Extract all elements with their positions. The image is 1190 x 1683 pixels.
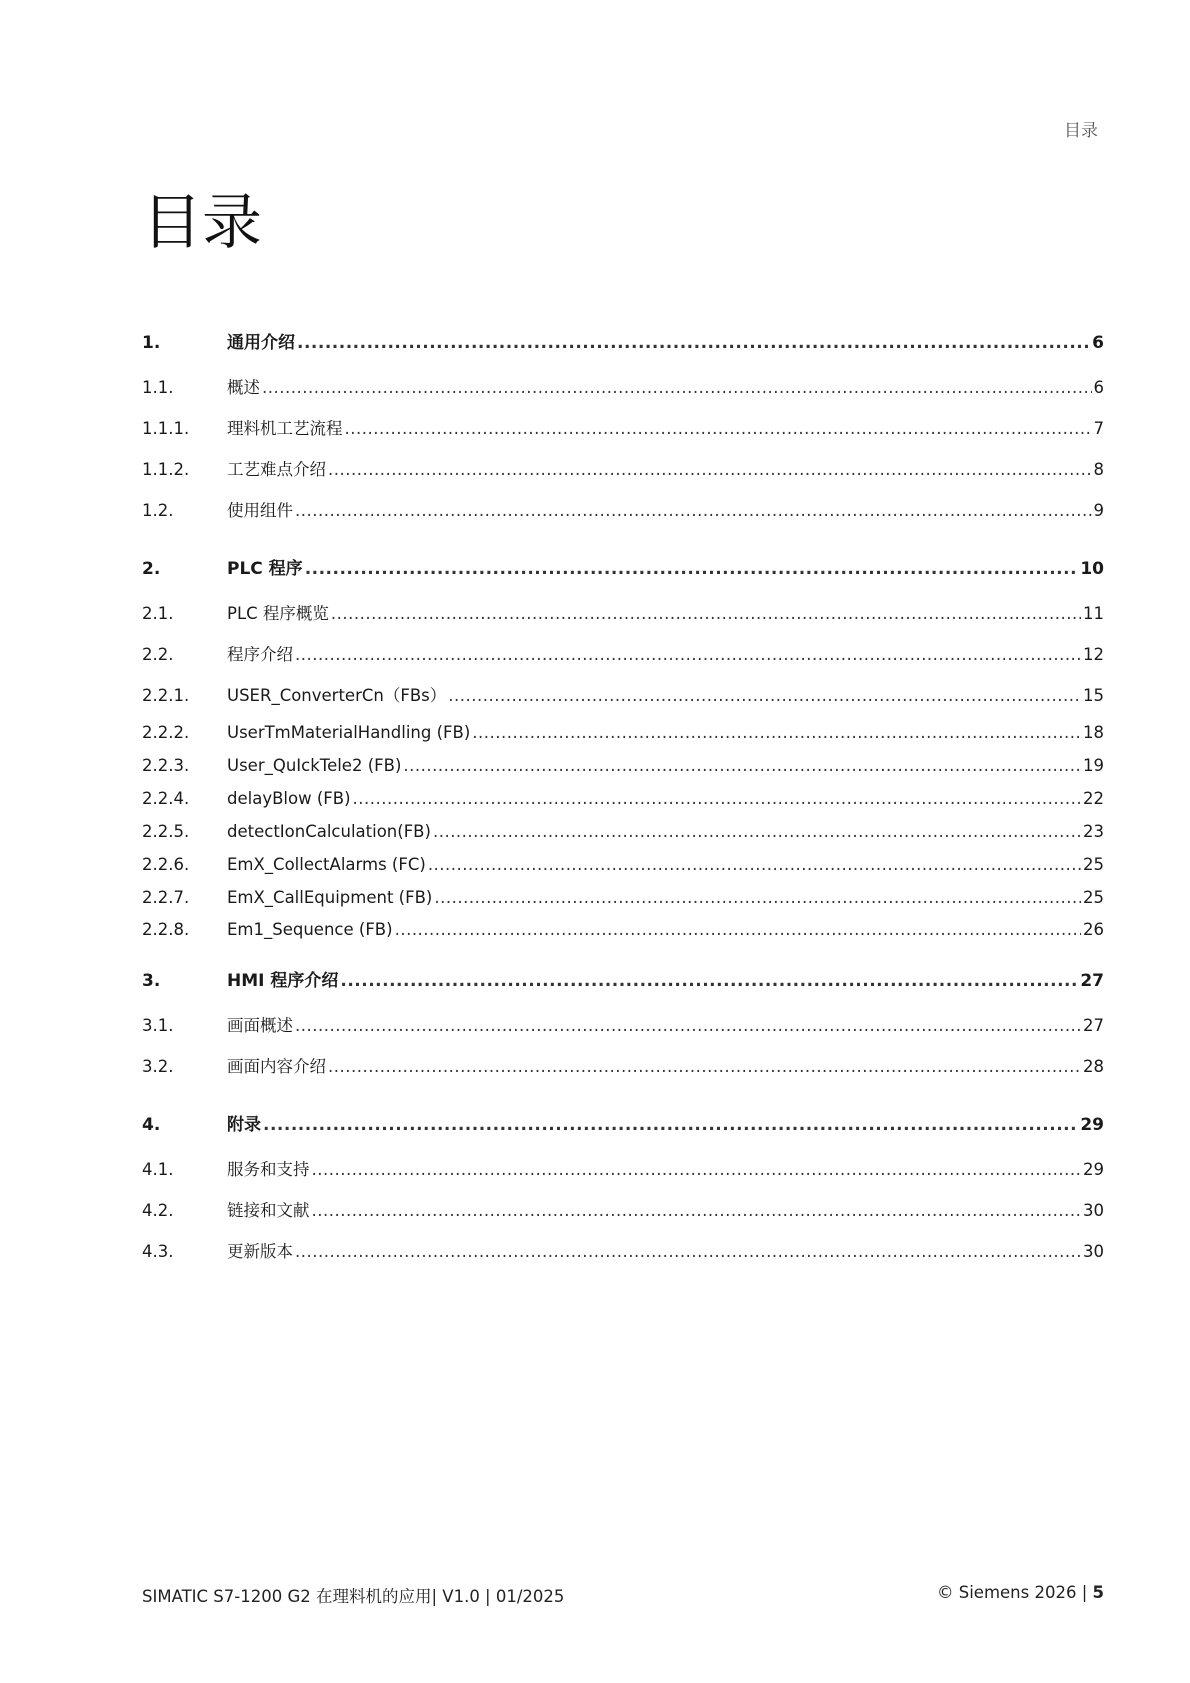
toc-entry-page: 23 [1083, 822, 1104, 841]
toc-entry-number: 1. [142, 333, 161, 353]
toc-entry-title: EmX_CollectAlarms (FC) [227, 855, 426, 874]
toc-entry[interactable] [142, 1157, 1104, 1183]
toc-dot-leader [472, 720, 1081, 746]
page-number: 5 [1092, 1583, 1104, 1602]
toc-entry-title: delayBlow (FB) [227, 789, 351, 808]
toc-entry-title: 概述 [227, 378, 260, 397]
toc-entry[interactable] [142, 1013, 1104, 1039]
footer-document-title: SIMATIC S7-1200 G2 在理料机的应用| V1.0 | 01/2025 [142, 1587, 565, 1606]
toc-dot-leader [328, 1054, 1081, 1080]
toc-entry[interactable] [142, 968, 1104, 994]
toc-dot-leader [428, 852, 1081, 878]
toc-entry-number: 3.2. [142, 1057, 174, 1076]
toc-entry-page: 7 [1093, 419, 1104, 438]
toc-entry-title: 通用介绍 [227, 333, 295, 353]
toc-entry-title: 使用组件 [227, 501, 293, 520]
toc-entry[interactable] [142, 375, 1104, 401]
copyright-text: © Siemens 2026 | [936, 1583, 1093, 1602]
toc-entry-page: 9 [1093, 501, 1104, 520]
toc-entry-title: USER_ConverterCn（FBs） [227, 686, 447, 705]
toc-entry[interactable] [142, 1054, 1104, 1080]
toc-entry-page: 25 [1083, 855, 1104, 874]
toc-entry-page: 29 [1083, 1160, 1104, 1179]
toc-dot-leader [433, 819, 1081, 845]
toc-entry[interactable] [142, 498, 1104, 524]
toc-entry-title: 理料机工艺流程 [227, 419, 343, 438]
toc-dot-leader [353, 786, 1081, 812]
toc-entry[interactable] [142, 556, 1104, 582]
toc-entry-number: 1.2. [142, 501, 174, 520]
toc-dot-leader [328, 457, 1092, 483]
toc-entry-page: 25 [1083, 888, 1104, 907]
toc-entry-number: 2.2.7. [142, 888, 190, 907]
toc-entry-number: 1.1. [142, 378, 174, 397]
toc-entry-number: 2.2.2. [142, 723, 190, 742]
toc-entry-number: 4.1. [142, 1160, 174, 1179]
toc-dot-leader [312, 1157, 1082, 1183]
toc-entry-number: 2.2.3. [142, 756, 190, 775]
toc-entry-page: 27 [1083, 1016, 1104, 1035]
running-header: 目录 [1064, 121, 1098, 141]
toc-entry[interactable] [142, 786, 1104, 812]
toc-entry-number: 4.3. [142, 1242, 174, 1261]
toc-dot-leader [263, 1112, 1078, 1138]
toc-entry-number: 2.2.6. [142, 855, 190, 874]
toc-entry-number: 4.2. [142, 1201, 174, 1220]
toc-dot-leader [262, 375, 1092, 401]
toc-entry-page: 11 [1083, 604, 1104, 623]
toc-entry-number: 2.1. [142, 604, 174, 623]
toc-entry-page: 19 [1083, 756, 1104, 775]
toc-entry-page: 6 [1092, 333, 1104, 353]
toc-dot-leader [345, 416, 1092, 442]
toc-entry-number: 2.2.4. [142, 789, 190, 808]
toc-entry[interactable] [142, 601, 1104, 627]
toc-entry[interactable] [142, 1198, 1104, 1224]
toc-entry-title: 画面内容介绍 [227, 1057, 326, 1076]
toc-entry[interactable] [142, 330, 1104, 356]
page-title: 目录 [142, 188, 262, 258]
toc-dot-leader [295, 642, 1081, 668]
toc-entry-title: User_QuIckTele2 (FB) [227, 756, 402, 775]
toc-entry-title: EmX_CallEquipment (FB) [227, 888, 433, 907]
toc-entry-page: 10 [1080, 559, 1104, 579]
toc-entry[interactable] [142, 683, 1104, 709]
toc-entry[interactable] [142, 720, 1104, 746]
toc-entry-title: 画面概述 [227, 1016, 293, 1035]
toc-entry-number: 1.1.1. [142, 419, 190, 438]
toc-entry[interactable] [142, 457, 1104, 483]
toc-entry[interactable] [142, 416, 1104, 442]
toc-entry[interactable] [142, 642, 1104, 668]
toc-entry-title: 程序介绍 [227, 645, 293, 664]
toc-entry-number: 3.1. [142, 1016, 174, 1035]
toc-entry-number: 2. [142, 559, 161, 579]
toc-dot-leader [403, 753, 1081, 779]
toc-entry-page: 12 [1083, 645, 1104, 664]
toc-dot-leader [434, 885, 1081, 911]
toc-entry-number: 3. [142, 971, 161, 991]
toc-dot-leader [305, 556, 1079, 582]
toc-entry[interactable] [142, 1112, 1104, 1138]
toc-entry-title: 链接和文献 [227, 1201, 310, 1220]
footer-copyright [937, 1583, 1104, 1602]
toc-entry-number: 2.2.8. [142, 920, 190, 939]
toc-entry[interactable] [142, 852, 1104, 878]
toc-entry-page: 26 [1083, 920, 1104, 939]
toc-entry-page: 18 [1083, 723, 1104, 742]
toc-entry[interactable] [142, 885, 1104, 911]
toc-entry-number: 2.2.1. [142, 686, 190, 705]
toc-dot-leader [448, 683, 1081, 709]
toc-entry-page: 27 [1080, 971, 1104, 991]
toc-dot-leader [340, 968, 1078, 994]
toc-entry-title: PLC 程序 [227, 559, 303, 579]
toc-dot-leader [295, 1239, 1081, 1265]
toc-entry-number: 2.2. [142, 645, 174, 664]
toc-entry-page: 15 [1083, 686, 1104, 705]
toc-entry-title: 工艺难点介绍 [227, 460, 326, 479]
toc-dot-leader [331, 601, 1081, 627]
toc-dot-leader [395, 917, 1081, 943]
toc-entry-title: HMI 程序介绍 [227, 971, 339, 991]
toc-entry-title: 服务和支持 [227, 1160, 310, 1179]
toc-dot-leader [295, 498, 1092, 524]
toc-dot-leader [295, 1013, 1081, 1039]
toc-dot-leader [312, 1198, 1082, 1224]
toc-entry-title: detectIonCalculation(FB) [227, 822, 431, 841]
toc-entry-title: PLC 程序概览 [227, 604, 329, 623]
toc-entry[interactable] [142, 917, 1104, 943]
toc-entry[interactable] [142, 819, 1104, 845]
toc-entry-title: 更新版本 [227, 1242, 293, 1261]
toc-entry-title: Em1_Sequence (FB) [227, 920, 393, 939]
toc-entry[interactable] [142, 1239, 1104, 1265]
toc-entry-page: 30 [1083, 1242, 1104, 1261]
toc-entry-page: 8 [1093, 460, 1104, 479]
toc-entry-page: 22 [1083, 789, 1104, 808]
toc-entry-title: UserTmMaterialHandling (FB) [227, 723, 471, 742]
toc-entry-number: 4. [142, 1115, 161, 1135]
toc-entry-title: 附录 [227, 1115, 261, 1135]
toc-entry-number: 2.2.5. [142, 822, 190, 841]
toc-entry-number: 1.1.2. [142, 460, 190, 479]
toc-dot-leader [297, 330, 1090, 356]
toc-entry[interactable] [142, 753, 1104, 779]
toc-entry-page: 30 [1083, 1201, 1104, 1220]
toc-entry-page: 28 [1083, 1057, 1104, 1076]
toc-entry-page: 29 [1080, 1115, 1104, 1135]
toc-entry-page: 6 [1093, 378, 1104, 397]
